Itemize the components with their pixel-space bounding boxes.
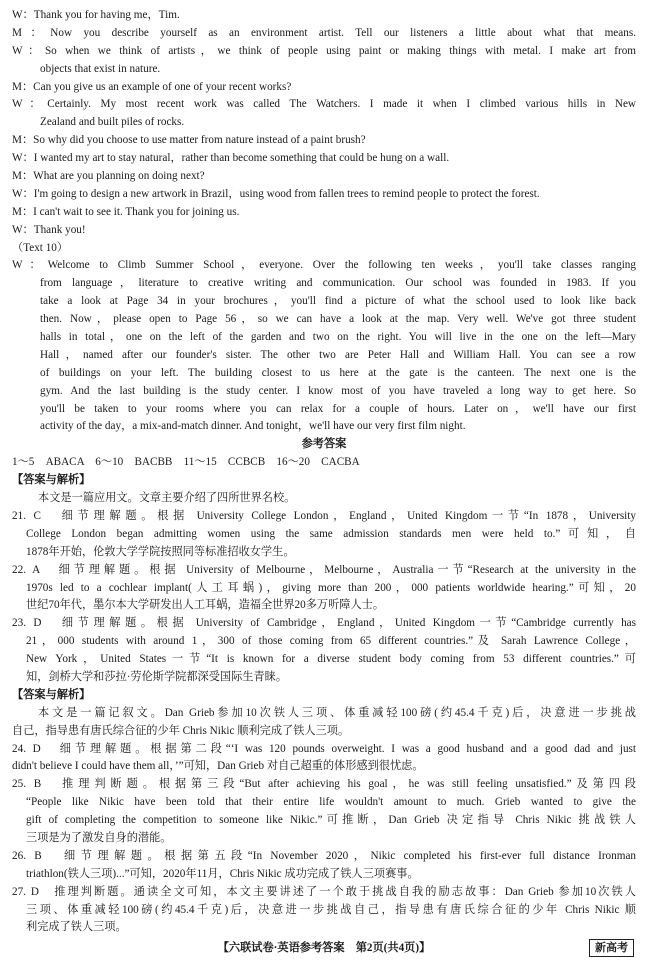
text-line: M：I can't wait to see it. Thank you for joining us. [12,205,240,218]
text-line: W：I wanted my art to stay natural，rather than become something that could be hung on a wall. [12,152,450,165]
text-line: 世纪70年代，墨尔本大学研发出人工耳蜗，造福全世界20多万听障人士。 [26,599,385,612]
text-line: from language，literature to creative writing and communication. Our school was founded in 1983. If you [40,277,636,290]
text-line: 21，000 students with around 1，300 of those coming from 65 different countries.”及 Sarah Lawrence College， [26,635,636,648]
text-line: Hall，named after our founder's sister. The other two are Peter Hall and William Hall. You can see a row [40,348,636,361]
text-line: W：So when we think of artists，we think of people using paint or making things with metal. I make art from [12,44,636,57]
text-line: W：Thank you for having me，Tim. [12,9,180,21]
text-line: 24. D 细节理解题。根据第二段“‘I was 120 pounds overweight. I was a good husband and a good dad and just [12,742,636,755]
footer-badge: 新高考 [589,939,634,957]
text-line: 【答案与解析】 [12,688,91,701]
text-line: gift of completing the competition to someone like Nikic.”可推断，Dan Grieb 决定指导 Chris Nikic 挑战铁人 [26,814,636,827]
text-line: objects that exist in nature. [40,62,161,75]
text-line: M：Now you describe yourself as an environment artist. Tell our listeners a little about what that means. [12,26,636,39]
text-line: M：Can you give us an example of one of your recent works? [12,80,292,93]
footer-title: 【六联试卷·英语参考答案 第2页(共4页)】 [217,942,431,954]
text-line: 23. D 细节理解题。根据 University of Cambridge，England，United Kingdom一节“Cambridge currently has [12,617,636,630]
text-line: W：Welcome to Climb Summer School，everyone. Over the following ten weeks，you'll take classes ranging [12,259,636,272]
text-line: 25. B 推理判断题。根据第三段“But after achieving his goal，he was still feeling unsatisfied.”及第四段 [12,778,636,791]
text-line: 【答案与解析】 [12,474,91,487]
text-line: you'll be taken to your rooms where you can relax for a couple of hours. Later on，we'll have our first [40,402,636,415]
text-line: “People like Nikic have been told that their entire life wouldn't amount to much. Grieb wanted to give the [26,796,636,809]
text-line: 参考答案 [301,438,347,451]
text-line: 自己，指导患有唐氏综合征的少年 Chris Nikic 顺利完成了铁人三项。 [12,724,350,737]
text-line: didn't believe I could have them all，’”可知，Dan Grieb 对自己超重的体形感到很忧虑。 [12,760,424,773]
text-line: activity of the day，a mix-and-match dinner. And tonight，we'll have our very first film night. [40,420,466,433]
text-line: W：I'm going to design a new artwork in Brazil，using wood from fallen trees to remind people to protect the forest. [12,187,540,200]
text-line: 1970s led to a cochlear implant(人工耳蜗)，giving more than 200，000 patients worldwide hearing.”可知，20 [26,581,636,594]
text-line: of buildings on your left. The building closest to us here at the gate is the canteen. The next one is the [40,366,636,379]
text-line: M：What are you planning on doing next? [12,170,205,183]
text-line: 26. B 细节理解题。根据第五段“In November 2020，Nikic completed his first-ever full distance Ironman [12,849,636,862]
text-line: 知，剑桥大学和莎拉·劳伦斯学院都深受国际生青睐。 [26,670,288,683]
text-line: M：So why did you choose to use matter from nature instead of a paint brush? [12,134,366,147]
text-line: 三项是为了激发自身的潜能。 [26,831,172,844]
text-line: 三项、体重减轻100磅(约45.4千克)后，决意进一步挑战自己，指导患有唐氏综合征的少年 Chris Nikic 顺 [26,903,636,916]
text-line: halls in total，one on the left of the garden and two on the right. You will live in the one on the left—Mary [40,331,636,344]
text-line: gym. And the last building is the study center. I know most of you have traveled a long way to get here. So [40,384,636,397]
text-line: 22. A 细节理解题。根据 University of Melbourne，Melbourne，Australia一节“Research at the university in the [12,563,636,576]
text-line: then. Now，please open to Page 56，so we can have a look at the map. Very well. We've got three student [40,313,636,326]
text-line: 1878年开始，伦敦大学学院按照同等标准招收女学生。 [26,545,295,558]
text-line: 本文是一篇应用文。文章主要介绍了四所世界名校。 [38,492,296,505]
text-line: 1～5 ABACA 6～10 BACBB 11～15 CCBCB 16～20 CACBA [12,456,360,469]
text-line: W：Certainly. My most recent work was called The Watchers. I made it when I climbed various hills in New [12,98,636,111]
page-footer [12,938,636,958]
text-line: 本文是一篇记叙文。Dan Grieb参加10次铁人三项、体重减轻100磅(约45.4千克)后，决意进一步挑战 [38,706,636,719]
text-line: 27. D 推理判断题。通读全文可知，本文主要讲述了一个敢于挑战自我的励志故事：Dan Grieb 参加10次铁人 [12,885,636,898]
text-line: 利完成了铁人三项。 [26,921,127,934]
text-line: New York，United States一节“It is known for a diverse student body coming from 53 different countries.”可 [26,653,636,666]
text-line: College London began admitting women using the same admission standards men were held to.”可知，自 [26,527,636,540]
text-line: （Text 10） [12,241,69,254]
text-line: W：Thank you! [12,223,86,236]
text-line: take a look at Page 34 in your brochures，you'll find a picture of what the school used to look like back [40,295,636,308]
text-line: Zealand and built piles of rocks. [40,116,185,129]
text-line: triathlon(铁人三项)...”可知，2020年11月，Chris Nikic 成功完成了铁人三项赛事。 [26,867,419,880]
answer-document-page [12,7,636,937]
text-line: 21. C 细节理解题。根据 University College London，England，United Kingdom一节“In 1878，University [12,509,636,522]
